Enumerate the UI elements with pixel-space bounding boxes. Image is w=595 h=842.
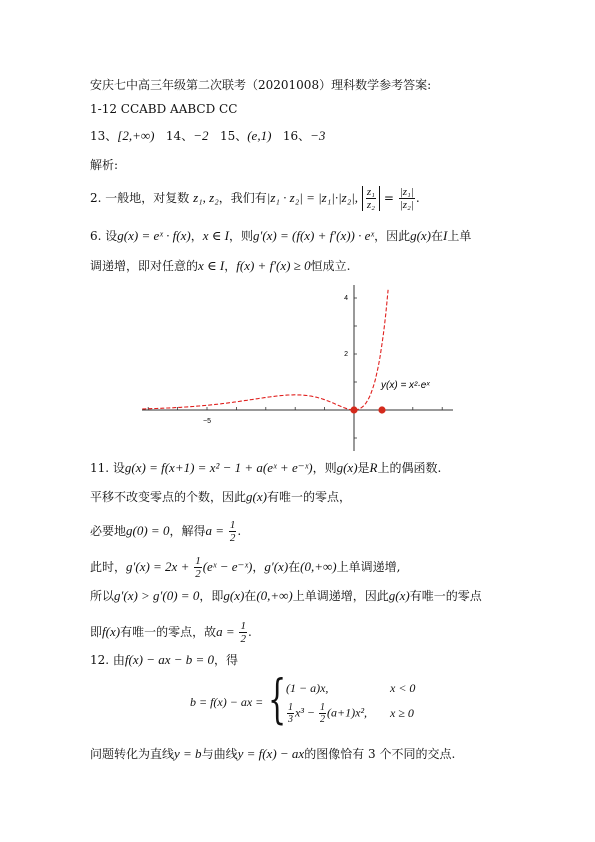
q11-line2 <box>90 489 351 505</box>
q2-prefix: 2. 一般地，对复数 <box>90 191 190 205</box>
q11-gx: g(x) <box>246 489 267 504</box>
q11-text: 即 <box>90 625 103 639</box>
q13-label: 13、 <box>90 129 118 143</box>
q2-frac-lhs-den: z₂ <box>366 199 375 211</box>
q6-text: 上单 <box>447 229 472 243</box>
fill-answers <box>90 128 325 144</box>
q12-text: 与曲线 <box>201 747 238 761</box>
tick-label-neg5: −5 <box>203 418 211 425</box>
q11-frac-half <box>239 620 247 645</box>
q11-exp-diff: (eˣ − e⁻ˣ) <box>202 559 253 574</box>
q6-domain: x ∈ I <box>198 258 225 273</box>
q6-formula-g: g(x) = eˣ · f(x) <box>117 228 191 243</box>
q6-line2 <box>90 258 350 274</box>
q11-text: 上的偶函数. <box>377 461 442 475</box>
q12-text: 的图像恰有 3 个不同的交点. <box>304 747 456 761</box>
q11-text: 此时， <box>90 560 127 574</box>
q11-gprime: g′(x) = 2x + <box>126 559 190 574</box>
function-graph <box>140 283 455 453</box>
frac-den: 3 <box>288 714 293 725</box>
q11-R: R <box>369 460 378 475</box>
q12-text: 问题转化为直线 <box>90 747 175 761</box>
q11-gx: g(x) <box>336 460 358 475</box>
q12-text: ，得 <box>214 653 239 667</box>
frac-num: 1 <box>320 702 326 713</box>
q11-a-eq: a = <box>205 523 224 538</box>
q12-case2-cond: x ≥ 0 <box>390 706 414 720</box>
q11-line5 <box>90 588 482 604</box>
point-zero-right <box>378 406 385 413</box>
q2-vars: z₁, z₂ <box>193 190 219 205</box>
q6-text: ，则 <box>228 229 253 243</box>
frac-den: 2 <box>195 568 201 580</box>
q2-formula: |z₁ · z₂| = |z₁|·|z₂|, <box>266 190 359 205</box>
q11-interval: (0,+∞) <box>256 588 293 603</box>
frac-num: 1 <box>288 702 293 713</box>
choice-answers: 1-12 CCABD AABCD CC <box>90 102 238 116</box>
q12-text: 12. 由 <box>90 653 125 667</box>
q11-line1 <box>90 460 441 476</box>
frac-den: 2 <box>229 532 236 544</box>
q12-line-eq: y = b <box>174 746 202 761</box>
q11-text: ，则 <box>312 461 337 475</box>
point-origin <box>350 406 357 413</box>
q15-answer: (e,1) <box>247 128 272 143</box>
q2-frac-rhs <box>399 186 415 211</box>
q11-gprime: g′(x) <box>264 559 289 574</box>
curve-label: y(x) = x²·eˣ <box>381 380 430 391</box>
q2-frac-lhs-num: z₁ <box>366 186 375 198</box>
q6-text: 恒成立. <box>310 259 351 273</box>
frac-num: 1 <box>240 620 246 632</box>
q11-line6: 即f(x)有唯一的零点，故a = $\frac{1}{2}$ . <box>90 620 252 645</box>
q11-text: 在 <box>244 589 257 603</box>
q12-case2-expr <box>286 702 367 725</box>
q6-text: ，因此 <box>374 229 411 243</box>
q12-lhs: b = f(x) − ax = <box>190 695 264 709</box>
q2-mid: ，我们有 <box>218 191 267 205</box>
q11-text: 有唯一的零点， <box>266 490 351 504</box>
q11-ineq: g′(x) > g′(0) = 0 <box>114 588 200 603</box>
q11-text: ，解得 <box>169 524 206 538</box>
curve <box>142 290 388 410</box>
q11-line3: 必要地g(0) = 0，解得a = $\frac{1}{2}$ . <box>90 519 242 544</box>
q16-answer: −3 <box>310 128 326 143</box>
q2-frac-rhs-den: |z₂| <box>399 199 414 211</box>
q12-piecewise <box>190 670 450 732</box>
q2-line: 2. 一般地，对复数 z₁, z₂，我们有|z₁ · z₂| = |z₁|·|z₂|, $\frac{\text{z₁}}{\text{z₂}}$ = $\frac{\text{|z₁|}}{\text{|z₂|}}$ . <box>90 186 420 211</box>
q6-text: 6. 设 <box>90 229 118 243</box>
q11-text: 必要地 <box>90 524 127 538</box>
q6-text: ， <box>190 229 203 243</box>
q14-label: 14、 <box>165 129 194 143</box>
q6-gx: g(x) <box>410 228 432 243</box>
frac-den: 2 <box>320 714 326 725</box>
tick-label-2: 2 <box>344 351 348 358</box>
q6-formula-gprime: g′(x) = (f(x) + f′(x)) · eˣ <box>252 228 375 243</box>
q11-frac-half <box>194 555 202 580</box>
q2-frac-rhs-num: |z₁| <box>399 186 414 198</box>
q6-domain: x ∈ I <box>202 228 229 243</box>
q11-a-eq: a = <box>216 624 235 639</box>
q11-text: 平移不改变零点的个数，因此 <box>90 490 247 504</box>
q6-interval: I <box>443 228 448 243</box>
tick-label-4: 4 <box>344 295 348 302</box>
q11-frac-half <box>229 519 237 544</box>
q6-line1 <box>90 228 471 244</box>
q12-last-line <box>90 746 455 762</box>
analysis-label: 解析: <box>90 158 119 172</box>
q11-text: ，即 <box>199 589 224 603</box>
q11-text: 在 <box>288 560 301 574</box>
q15-label: 15、 <box>219 129 248 143</box>
q11-fx: f(x) <box>102 624 121 639</box>
q6-text: 在 <box>431 229 444 243</box>
q11-gx: g(x) <box>388 588 410 603</box>
q12-case2-mid: x³ − <box>295 705 316 720</box>
q11-text: 11. 设 <box>90 461 125 475</box>
piecewise-brace: { <box>268 670 287 730</box>
q6-text: ， <box>224 259 237 273</box>
q11-line4 <box>90 555 400 580</box>
q11-text: 有唯一的零点，故 <box>120 625 217 639</box>
q11-text: 有唯一的零点 <box>409 589 482 603</box>
frac-num: 1 <box>229 519 236 531</box>
q12-case1-cond: x < 0 <box>390 681 416 695</box>
q11-g0: g(0) = 0 <box>126 523 170 538</box>
q11-text: ， <box>252 560 265 574</box>
q11-text: 所以 <box>90 589 115 603</box>
q12-case1-expr: (1 − a)x, <box>286 681 329 695</box>
q12-equation: f(x) − ax − b = 0 <box>124 652 215 667</box>
q11-text: 上单调递增，因此 <box>292 589 389 603</box>
q11-text: 是 <box>357 461 370 475</box>
q16-label: 16、 <box>282 129 311 143</box>
q11-text: 上单调递增, <box>336 560 401 574</box>
frac-den: 2 <box>240 633 246 645</box>
q14-answer: −2 <box>193 128 209 143</box>
q12-case2-tail: (a+1)x², <box>327 705 368 720</box>
q12-curve-eq: y = f(x) − ax <box>237 746 305 761</box>
frac-num: 1 <box>195 555 201 567</box>
q6-inequality: f(x) + f′(x) ≥ 0 <box>236 258 311 273</box>
q11-gx: g(x) <box>223 588 245 603</box>
q12-line1 <box>90 652 238 668</box>
document-title: 安庆七中高三年级第二次联考（20201008）理科数学参考答案: <box>90 78 432 92</box>
q13-answer: [2,+∞) <box>117 128 155 143</box>
q11-interval: (0,+∞) <box>300 559 337 574</box>
q6-text: 调递增，即对任意的 <box>90 259 199 273</box>
q2-frac-lhs <box>362 186 380 211</box>
q11-formula: g(x) = f(x+1) = x² − 1 + a(eˣ + e⁻ˣ) <box>124 460 313 475</box>
